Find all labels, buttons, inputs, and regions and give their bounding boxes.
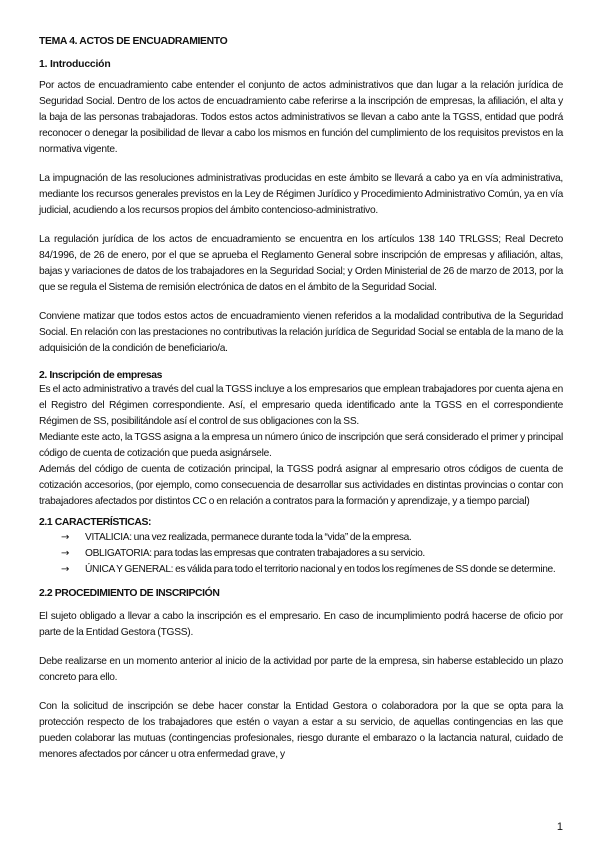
inscripcion-paragraph-1: Es el acto administrativo a través del cual la TGSS incluye a los empresarios que emplean trabajadores por cuenta ajena en el Registro del Régimen correspondiente. Así, el empresario queda identificado ante la TGSS en el correspondiente Régimen de SS, posibilitándole así el control de sus obligaciones con la SS. [39, 384, 563, 427]
intro-paragraph-2: La impugnación de las resoluciones administrativas producidas en este ámbito se llevará a cabo ya en vía administrativa, mediante los recursos generales previstos en la Ley de Régimen Jurídico y Procedimiento Administrativo Común, ya en vía judicial, acudiendo a los recursos propios del ámbito contencioso-administrativo. [39, 173, 563, 216]
procedimiento-paragraph-1: El sujeto obligado a llevar a cabo la inscripción es el empresario. En caso de incumplimiento podrá hacerse de oficio por parte de la Entidad Gestora (TGSS). [39, 611, 563, 638]
list-item [39, 562, 563, 578]
page-number: 1 [556, 821, 563, 833]
list-item [39, 546, 563, 562]
list-item [39, 530, 563, 546]
intro-paragraph-4: Conviene matizar que todos estos actos de encuadramiento vienen referidos a la modalidad contributiva de la Seguridad Social. En relación con las prestaciones no contributivas la relación jurídica de Seguridad Social se entabla de la mano de la adquisición de la condición de beneficiario/a. [39, 311, 563, 354]
section-2-1-heading: 2.1 CARACTERÍSTICAS: [39, 517, 152, 528]
list-item-text: ÚNICA Y GENERAL: es válida para todo el territorio nacional y en todos los regímenes de SS donde se determine. [85, 564, 556, 575]
arrow-right-icon: → [61, 532, 70, 543]
procedimiento-paragraph-2: Debe realizarse en un momento anterior al inicio de la actividad por parte de la empresa, sin haberse establecido un plazo concreto para ello. [39, 656, 563, 683]
document-title: TEMA 4. ACTOS DE ENCUADRAMIENTO [39, 36, 228, 47]
intro-paragraph-3: La regulación jurídica de los actos de encuadramiento se encuentra en los artículos 138 140 TRLGSS; Real Decreto 84/1996, de 26 de enero, por el que se aprueba el Reglamento General sobre inscripción de empresas y afiliación, altas, bajas y variaciones de datos de los trabajadores en la Seguridad Social; y Orden Ministerial de 26 de marzo de 2013, por la que se regula el Sistema de remisión electrónica de datos en el ámbito de la Seguridad Social. [39, 234, 563, 293]
arrow-right-icon: → [61, 548, 70, 559]
inscripcion-paragraph-3: Además del código de cuenta de cotización principal, la TGSS podrá asignar al empresario otros códigos de cuenta de cotización accesorios, (por ejemplo, como consecuencia de desarrollar sus actividades en distintas provincias o contar con trabajadores afectados por distintos CC o en relación a contratos para la formación y aprendizaje, y a tiempo parcial) [39, 464, 563, 507]
list-item-text: OBLIGATORIA: para todas las empresas que contraten trabajadores a su servicio. [85, 548, 425, 559]
document-page [39, 36, 563, 763]
section-2-heading: 2. Inscripción de empresas [39, 370, 163, 381]
procedimiento-paragraph-3: Con la solicitud de inscripción se debe hacer constar la Entidad Gestora o colaboradora por la que se opta para la protección respecto de los trabajadores que estén o vayan a estar a su servicio, de aquellas contingencias en las que pueden colaborar las mutuas (contingencias profesionales, riesgo durante el embarazo o la lactancia natural, cuidado de menores afectados por cáncer u otra enfermedad grave, y [39, 701, 563, 760]
intro-paragraph-1: Por actos de encuadramiento cabe entender el conjunto de actos administrativos que dan lugar a la relación jurídica de Seguridad Social. Dentro de los actos de encuadramiento cabe referirse a la inscripción de empresas, la afiliación, el alta y la baja de las personas trabajadoras. Todos estos actos administrativos se llevan a cabo ante la TGSS, entidad que podrá reconocer o denegar la posibilidad de llevar a cabo los mismos en función del cumplimiento de los requisitos previstos en la normativa vigente. [39, 80, 563, 155]
inscripcion-paragraph-2: Mediante este acto, la TGSS asigna a la empresa un número único de inscripción que será considerado el primer y principal código de cuenta de cotización que pueda asignársele. [39, 432, 563, 459]
arrow-right-icon: → [61, 564, 70, 575]
characteristics-list [39, 530, 563, 578]
section-1-heading: 1. Introducción [39, 59, 111, 70]
list-item-text: VITALICIA: una vez realizada, permanece durante toda la “vida” de la empresa. [85, 532, 412, 543]
section-2-2-heading: 2.2 PROCEDIMIENTO DE INSCRIPCIÓN [39, 588, 220, 599]
